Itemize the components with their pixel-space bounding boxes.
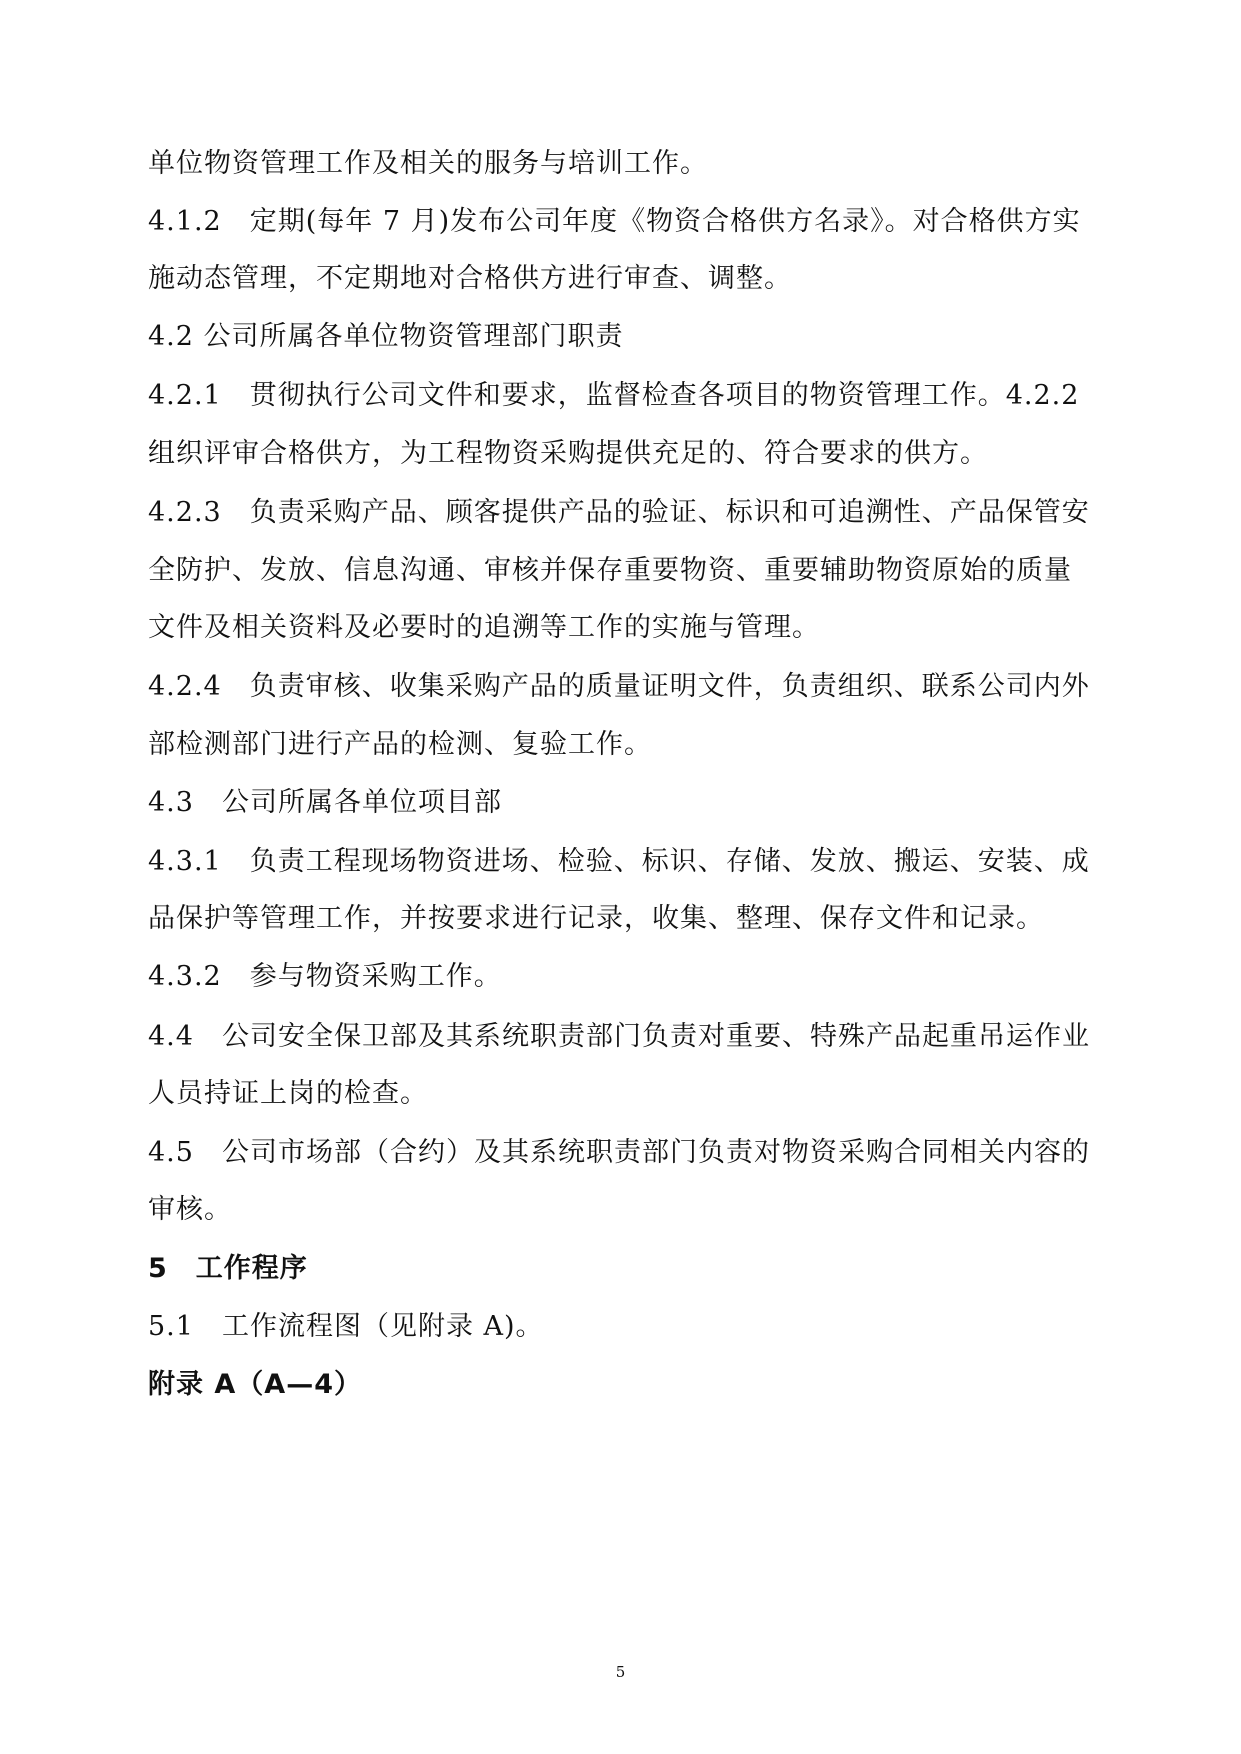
- text-line: 4.2.1 贯彻执行公司文件和要求，监督检查各项目的物资管理工作。4.2.2: [148, 380, 1080, 411]
- text-line: 4.5 公司市场部（合约）及其系统职责部门负责对物资采购合同相关内容的: [148, 1137, 1090, 1168]
- text-line: 4.3.2 参与物资采购工作。: [148, 961, 502, 992]
- page-number: 5: [615, 1663, 626, 1681]
- text-line: 4.2.3 负责采购产品、顾客提供产品的验证、标识和可追溯性、产品保管安: [148, 497, 1090, 528]
- text-line: 4.2 公司所属各单位物资管理部门职责: [148, 321, 624, 352]
- text-line: 4.3 公司所属各单位项目部: [148, 787, 502, 818]
- text-line: 人员持证上岗的检查。: [148, 1078, 428, 1109]
- text-line: 审核。: [148, 1194, 232, 1225]
- text-line: 组织评审合格供方，为工程物资采购提供充足的、符合要求的供方。: [148, 438, 988, 469]
- appendix-heading: 附录 A（A—4）: [148, 1369, 362, 1400]
- text-line: 单位物资管理工作及相关的服务与培训工作。: [148, 148, 708, 179]
- text-line: 文件及相关资料及必要时的追溯等工作的实施与管理。: [148, 612, 820, 643]
- text-line: 5.1 工作流程图（见附录 A)。: [148, 1311, 544, 1342]
- text-line: 4.1.2 定期(每年 7 月)发布公司年度《物资合格供方名录》。对合格供方实: [148, 206, 1081, 237]
- text-line: 部检测部门进行产品的检测、复验工作。: [148, 729, 652, 760]
- text-line: 4.4 公司安全保卫部及其系统职责部门负责对重要、特殊产品起重吊运作业: [148, 1021, 1090, 1052]
- section-heading: 5 工作程序: [148, 1253, 308, 1284]
- text-line: 施动态管理，不定期地对合格供方进行审查、调整。: [148, 263, 792, 294]
- text-line: 全防护、发放、信息沟通、审核并保存重要物资、重要辅助物资原始的质量: [148, 555, 1072, 586]
- text-line: 4.3.1 负责工程现场物资进场、检验、标识、存储、发放、搬运、安装、成: [148, 846, 1090, 877]
- text-line: 4.2.4 负责审核、收集采购产品的质量证明文件，负责组织、联系公司内外: [148, 671, 1090, 702]
- text-line: 品保护等管理工作，并按要求进行记录，收集、整理、保存文件和记录。: [148, 903, 1044, 934]
